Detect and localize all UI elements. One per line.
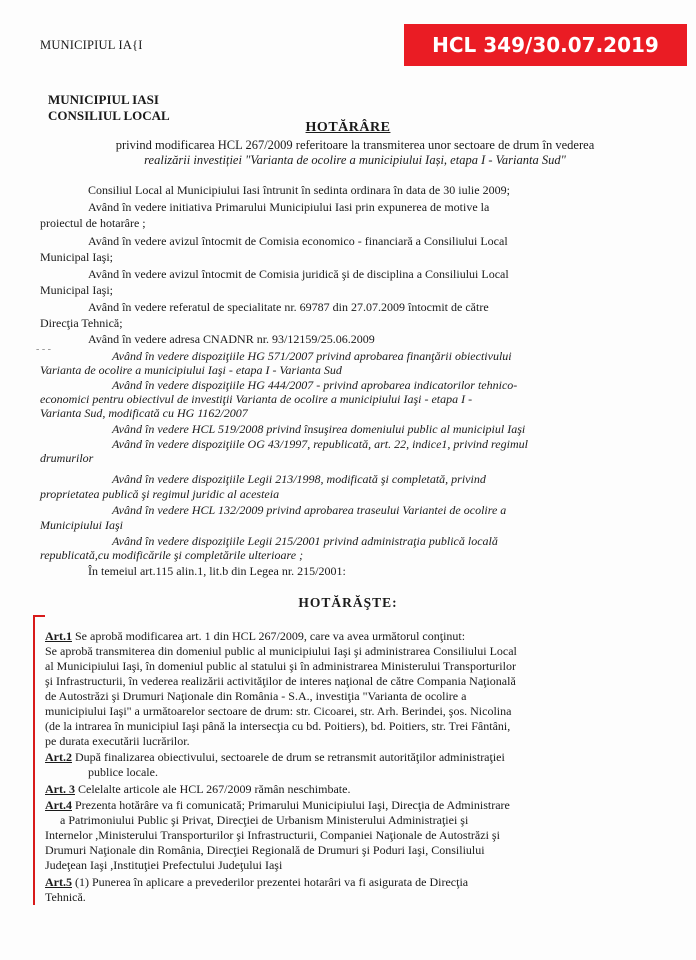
article-1-body-line: şi Infrastructurii, în vederea realizării activităţilor de interes naţional de către Compania Naţională <box>45 674 516 688</box>
preamble-line: Municipiului Iaşi <box>40 518 123 532</box>
article-2-label: Art.2 <box>45 750 72 764</box>
document-subject <box>70 138 640 168</box>
preamble-line: economici pentru obiectivul de investiţii Varianta de ocolire a municipiului Iaşi - etapa I - <box>40 392 473 406</box>
preamble-line: drumurilor <box>40 451 94 465</box>
preamble-line: În temeiul art.115 alin.1, lit.b din Legea nr. 215/2001: <box>88 564 346 578</box>
article-5-label: Art.5 <box>45 875 72 889</box>
preamble-line: Având în vedere HCL 132/2009 privind aprobarea traseului Variantei de ocolire a <box>112 503 507 517</box>
header-municipality: MUNICIPIUL IA{I <box>40 38 143 52</box>
subject-line-1: privind modificarea HCL 267/2009 referitoare la transmiterea unor sectoare de drum în vederea <box>115 138 595 152</box>
article-3-text: Celelalte articole ale HCL 267/2009 rămân neschimbate. <box>78 782 351 796</box>
preamble-line: Municipal Iaşi; <box>40 283 113 297</box>
preamble-line: Având în vedere adresa CNADNR nr. 93/12159/25.06.2009 <box>88 332 375 346</box>
preamble-line: Având în vedere avizul întocmit de Comisia juridică şi de disciplina a Consiliului Local <box>88 267 509 281</box>
article-2-text: După finalizarea obiectivului, sectoarele de drum se retransmit autorităţilor administraţiei <box>75 750 505 764</box>
article-3-label: Art. 3 <box>45 782 75 796</box>
preamble-line: Direcţia Tehnică; <box>40 316 123 330</box>
hcl-number-badge: HCL 349/30.07.2019 <box>404 24 687 66</box>
article-4-body-line: Internelor ,Ministerului Transporturilor şi Infrastructurii, Companiei Naţionale de Autostrăzi şi <box>45 828 500 842</box>
preamble-line: Având în vedere initiativa Primarului Municipiului Iasi prin expunerea de motive la <box>88 200 490 214</box>
preamble-line: Având în vedere dispoziţiile HG 571/2007 privind aprobarea finanţării obiectivului <box>112 349 512 363</box>
preamble-line: Având în vedere avizul întocmit de Comisia economico - financiară a Consiliului Local <box>88 234 508 248</box>
preamble-line: Având în vedere dispoziţiile HG 444/2007 - privind aprobarea indicatorilor tehnico- <box>112 378 518 392</box>
preamble-line: Având în vedere HCL 519/2008 privind însuşirea domeniului public al municipiul Iaşi <box>112 422 526 436</box>
subject-line-2: realizării investiției "Varianta de ocolire a municipiului Iași, etapa I - Varianta Sud" <box>144 153 566 167</box>
article-1 <box>45 630 465 643</box>
preamble-line: proprietatea publică şi regimul juridic al acesteia <box>40 487 280 501</box>
article-1-text: Se aprobă modificarea art. 1 din HCL 267/2009, care va avea următorul conţinut: <box>75 629 466 643</box>
article-1-label: Art.1 <box>45 629 72 643</box>
red-margin-tick <box>33 615 45 617</box>
institution-line-2: CONSILIUL LOCAL <box>48 108 170 123</box>
article-1-body-line: municipiului Iaşi" a următoarelor sectoare de drum: str. Cicoarei, str. Arh. Berindei, şos. Nicolina <box>45 704 512 718</box>
article-5 <box>45 876 468 889</box>
preamble-line: Având în vedere dispoziţiile OG 43/1997, republicată, art. 22, indice1, privind regimul <box>112 437 528 451</box>
preamble-line: Având în vedere dispoziţiile Legii 213/1998, modificată şi completată, privind <box>112 472 486 486</box>
preamble-line: Varianta Sud, modificată cu HG 1162/2007 <box>40 406 248 420</box>
article-4-body-line: a Patrimoniului Public şi Privat, Direcţiei de Urbanism Ministerului Administraţiei şi <box>60 813 469 827</box>
article-4-body-line: Judeţean Iaşi ,Instituţiei Prefectului Judeţului Iaşi <box>45 858 283 872</box>
article-4-text: Prezenta hotărâre va fi comunicată; Primarului Municipiului Iaşi, Direcţia de Administrare <box>75 798 510 812</box>
article-1-body-line: Se aprobă transmiterea din domeniul public al municipiului Iaşi şi administrarea Consiliului Local <box>45 644 517 658</box>
preamble-line: Având în vedere referatul de specialitate nr. 69787 din 27.07.2009 întocmit de către <box>88 300 489 314</box>
article-1-body-line: (de la intrarea în municipiul Iaşi până la intersecţia cu bd. Poitiers), bd. Poitiers, str. Trei Fântâni, <box>45 719 511 733</box>
institution-line-1: MUNICIPIUL IASI <box>48 92 159 107</box>
article-4-label: Art.4 <box>45 798 72 812</box>
preamble-line: Consiliul Local al Municipiului Iasi întrunit în sedinta ordinara în data de 30 iulie 2009; <box>88 183 510 197</box>
preamble-line: Municipal Iaşi; <box>40 250 113 264</box>
preamble-line: Varianta de ocolire a municipiului Iaşi - etapa I - Varianta Sud <box>40 363 342 377</box>
article-1-body-line: de Autostrăzi şi Drumuri Naţionale din România - S.A., investiţia "Varianta de ocolire a <box>45 689 467 703</box>
scan-mark: - - - <box>36 344 51 355</box>
article-2 <box>45 751 505 764</box>
article-1-body-line: pe durata executării lucrărilor. <box>45 734 190 748</box>
article-5-line-2: Tehnică. <box>45 890 86 904</box>
article-5-text: (1) Punerea în aplicare a prevederilor prezentei hotarâri va fi asigurata de Direcţia <box>75 875 469 889</box>
red-margin-mark <box>33 615 35 905</box>
preamble-line: Având în vedere dispoziţiile Legii 215/2001 privind administraţia publică locală <box>112 534 498 548</box>
article-4 <box>45 799 510 812</box>
decides-heading: HOTĂRĂŞTE: <box>298 595 398 610</box>
preamble-line: republicată,cu modificările şi completările ulterioare ; <box>40 548 304 562</box>
preamble-line: proiectul de hotarâre ; <box>40 216 146 230</box>
article-4-body-line: Drumuri Naţionale din România, Direcţiei Regională de Drumuri şi Poduri Iaşi, Consiliului <box>45 843 485 857</box>
article-2-line-2: publice locale. <box>88 765 158 779</box>
article-1-body-line: al Municipiului Iaşi, în domeniul public al statului şi în administrarea Ministerului Transporturilor <box>45 659 516 673</box>
article-3 <box>45 783 350 796</box>
document-title: HOTĂRÂRE <box>305 120 391 135</box>
